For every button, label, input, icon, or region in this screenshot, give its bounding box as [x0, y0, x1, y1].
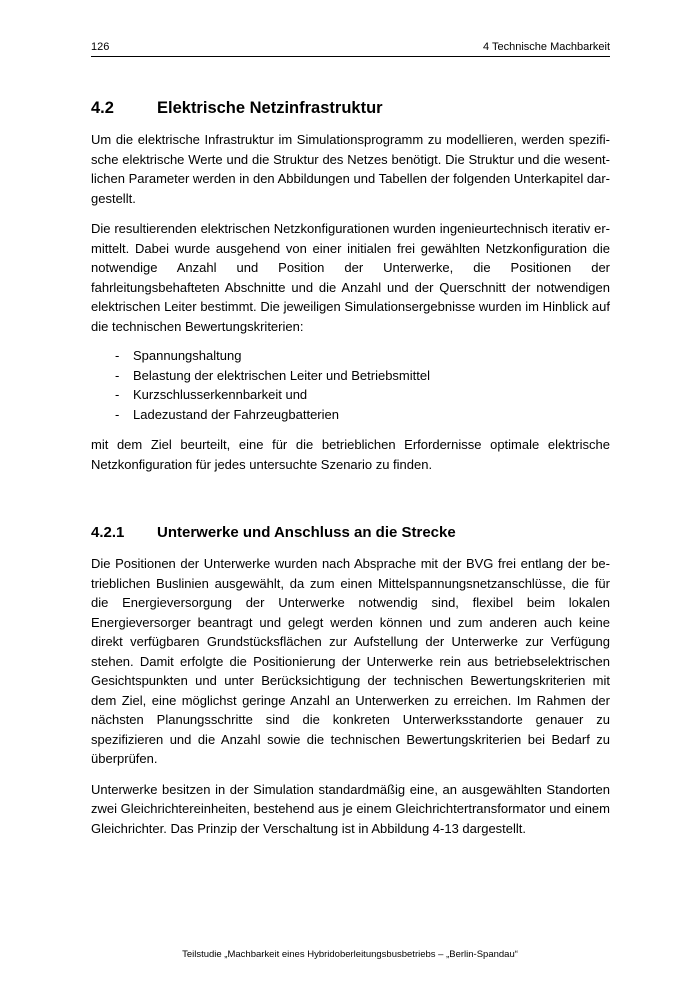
running-chapter-title: 4 Technische Machbarkeit: [483, 41, 610, 53]
criteria-list: [91, 346, 610, 424]
section-title: Elektrische Netzinfrastruktur: [157, 99, 383, 117]
paragraph: mit dem Ziel beurteilt, eine für die betrieblichen Erfordernisse optimale elektrische Netzkonfiguration für jedes untersuchte Szenario zu finden.: [91, 437, 610, 472]
list-dash: -: [115, 367, 120, 383]
page-number: 126: [91, 41, 110, 53]
list-dash: -: [115, 406, 120, 422]
subsection-title: Unterwerke und Anschluss an die Strecke: [157, 524, 456, 541]
page-header: [91, 41, 610, 57]
paragraph: Die Positionen der Unterwerke wurden nach Absprache mit der BVG frei entlang der betrieblichen Buslinien ausgewählt, da zum einen Mittelspannungsnetzanschlüsse, die für die Energieversorgung der Unterwerke notwendig sind, flexibel beim lokalen Energieversorger beantragt und gelegt werden können und zum anderen auch keine direkt verfügbaren Grundstücksflächen zur Aufstellung der Unterwerke zur Verfügung stehen. Damit erfolgte die Positionierung der Unterwerke rein aus betriebselektrischen Gesichtspunkten und unter Berücksichtigung der technischen Bewertungskriterien mit dem Ziel, eine möglichst geringe Anzahl an Unterwerken zu erreichen. Im Rahmen der nächsten Planungsschritte sind die konkreten Unterwerksstandorte genauer zu spezifizieren und die Anzahl sowie die technischen Bewertungskriterien bei Bedarf zu überprüfen.: [91, 556, 610, 766]
section-number: 4.2: [91, 99, 114, 117]
paragraph: Um die elektrische Infrastruktur im Simulationsprogramm zu modellieren, werden spezifische elektrische Werte und die Struktur des Netzes benötigt. Die Struktur und die wesentlichen Parameter werden in den Abbildungen und Tabellen der folgenden Unterkapitel dargestellt.: [91, 132, 610, 206]
list-item: - Belastung der elektrischen Leiter und Betriebsmittel: [91, 366, 610, 386]
list-item: - Spannungshaltung: [91, 346, 610, 366]
list-item: - Kurzschlusserkennbarkeit und: [91, 385, 610, 405]
paragraph: Unterwerke besitzen in der Simulation standardmäßig eine, an ausgewählten Standorten zwei Gleichrichtereinheiten, bestehend aus je einem Gleichrichtertransformator und einem Gleichrichter. Das Prinzip der Verschaltung ist in Abbildung 4-13 dargestellt.: [91, 781, 610, 836]
list-item: - Ladezustand der Fahrzeugbatterien: [91, 405, 610, 425]
list-dash: -: [115, 387, 120, 402]
subsection-heading: [91, 523, 610, 543]
subsection-number: 4.2.1: [91, 524, 125, 541]
page-content: [91, 97, 610, 838]
page-footer: Teilstudie „Machbarkeit eines Hybridoberleitungsbusbetriebs – „Berlin-Spandau“: [182, 949, 518, 960]
list-dash: -: [115, 348, 120, 363]
section-heading: [91, 97, 610, 119]
paragraph: Die resultierenden elektrischen Netzkonfigurationen wurden ingenieurtechnisch iterativ ermittelt. Dabei wurde ausgehend von einer initialen frei gewählten Netzkonfiguration die notwendige Anzahl und Position der Unterwerke, die Positionen der fahrleitungsbehafteten Abschnitte und die Anzahl und der Querschnitt der notwendigen elektrischen Leiter bestimmt. Die jeweiligen Simulationsergebnisse wurden im Hinblick auf die technischen Bewertungskriterien:: [91, 221, 610, 334]
